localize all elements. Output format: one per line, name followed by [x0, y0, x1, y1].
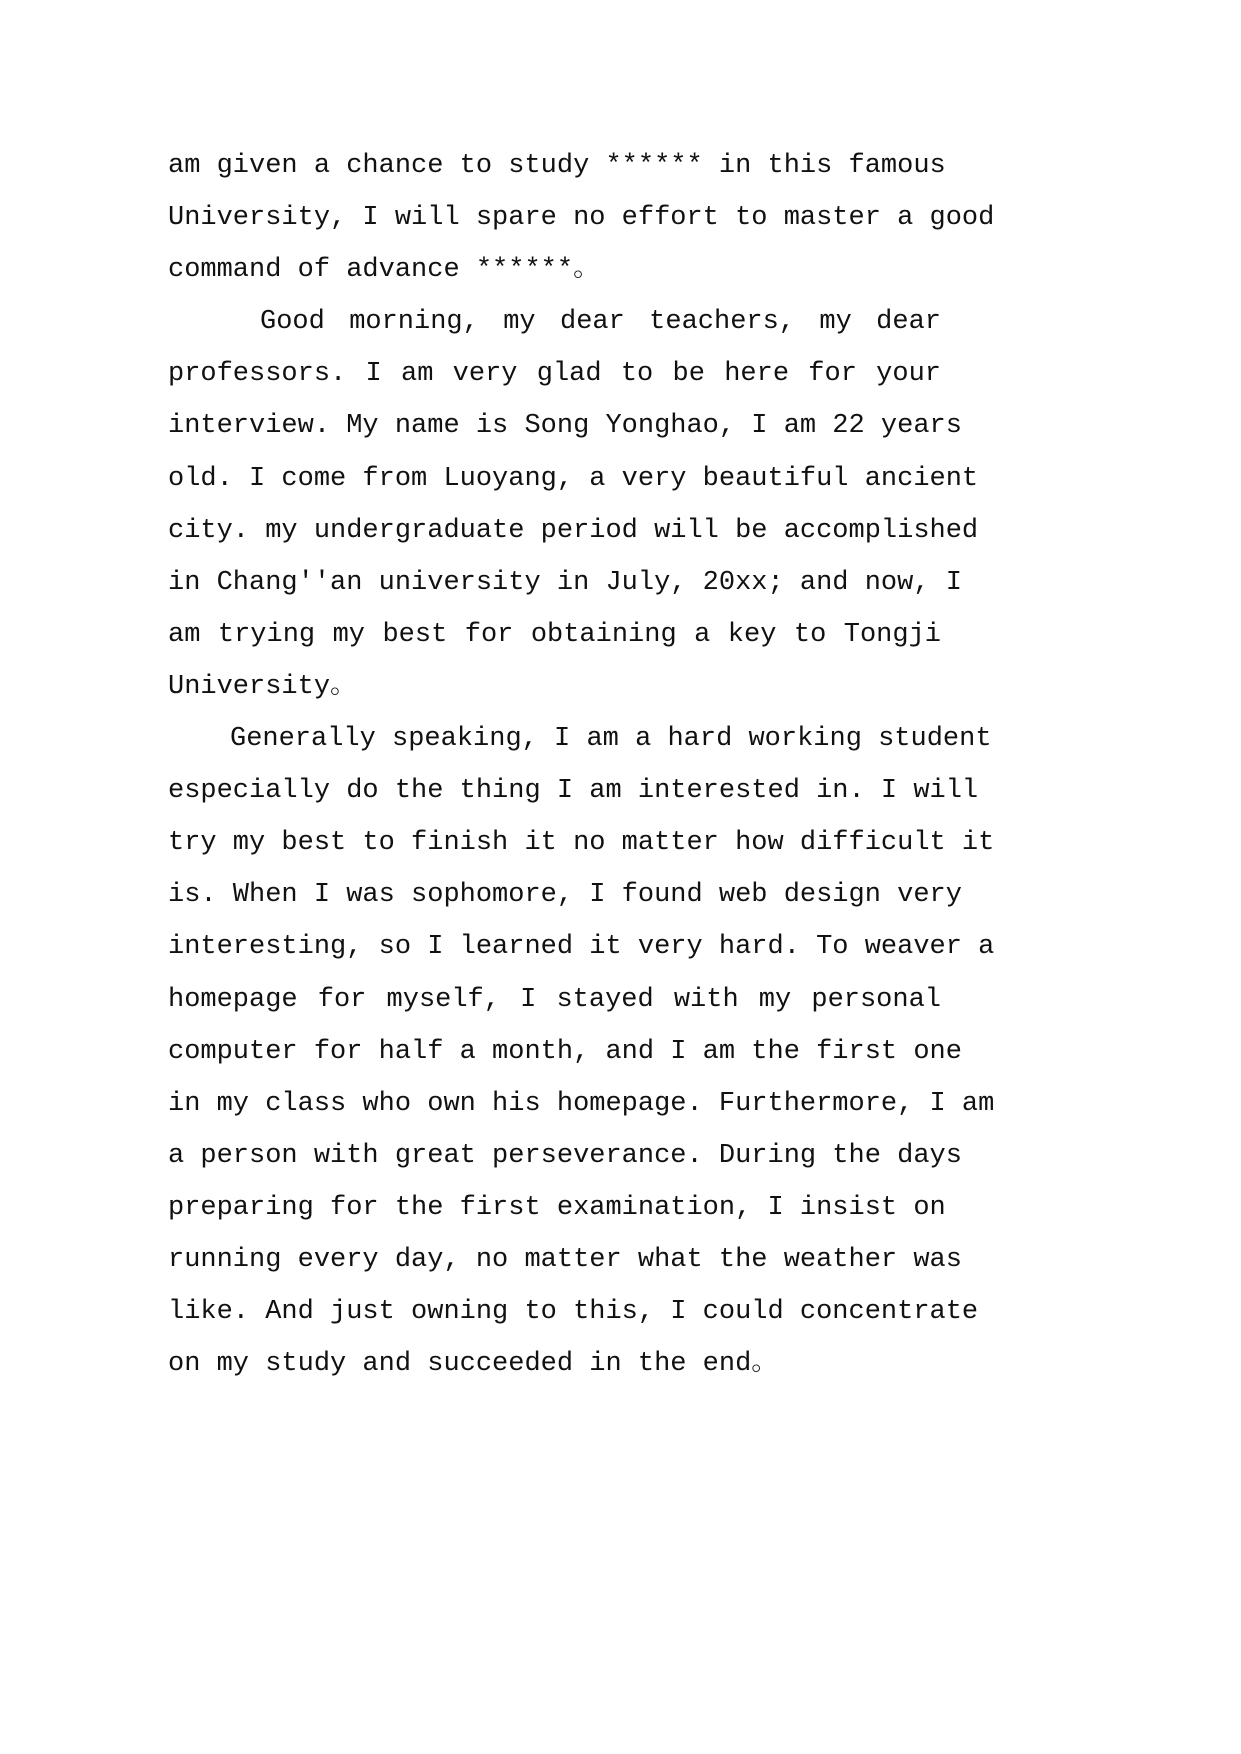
text-line: Good morning, my dear teachers, my dear: [260, 307, 941, 338]
text-line: old. I come from Luoyang, a very beautiful ancient: [168, 463, 979, 494]
text-line: like. And just owning to this, I could concentrate: [168, 1297, 979, 1328]
text-line: computer for half a month, and I am the first one: [168, 1036, 962, 1067]
text-line: professors. I am very glad to be here for your: [168, 359, 941, 390]
text-line: homepage for myself, I stayed with my personal: [168, 984, 941, 1015]
text-line: running every day, no matter what the weather was: [168, 1244, 962, 1275]
text-line: command of advance ******。: [168, 255, 601, 286]
text-line: city. my undergraduate period will be accomplished: [168, 515, 979, 546]
text-line: interesting, so I learned it very hard. To weaver a: [168, 932, 995, 963]
text-line: especially do the thing I am interested in. I will: [168, 776, 979, 807]
text-line: is. When I was sophomore, I found web design very: [168, 880, 962, 911]
paragraph-2: [168, 296, 979, 713]
text-line: in Chang''an university in July, 20xx; and now, I: [168, 567, 962, 598]
text-line: am trying my best for obtaining a key to Tongji: [168, 619, 941, 650]
text-line: in my class who own his homepage. Furthermore, I am: [168, 1088, 995, 1119]
document-body: [168, 140, 995, 1390]
text-line: on my study and succeeded in the end。: [168, 1349, 779, 1380]
text-line: Generally speaking, I am a hard working student: [230, 724, 992, 755]
text-line: preparing for the first examination, I insist on: [168, 1192, 946, 1223]
text-line: University, I will spare no effort to master a good: [168, 203, 995, 234]
text-line: interview. My name is Song Yonghao, I am 22 years: [168, 411, 962, 442]
text-line: a person with great perseverance. During the days: [168, 1140, 962, 1171]
paragraph-3: [168, 713, 995, 1390]
paragraph-1: [168, 140, 995, 296]
text-line: try my best to finish it no matter how difficult it: [168, 828, 995, 859]
text-line: am given a chance to study ****** in this famous: [168, 151, 946, 181]
text-line: University。: [168, 671, 358, 702]
